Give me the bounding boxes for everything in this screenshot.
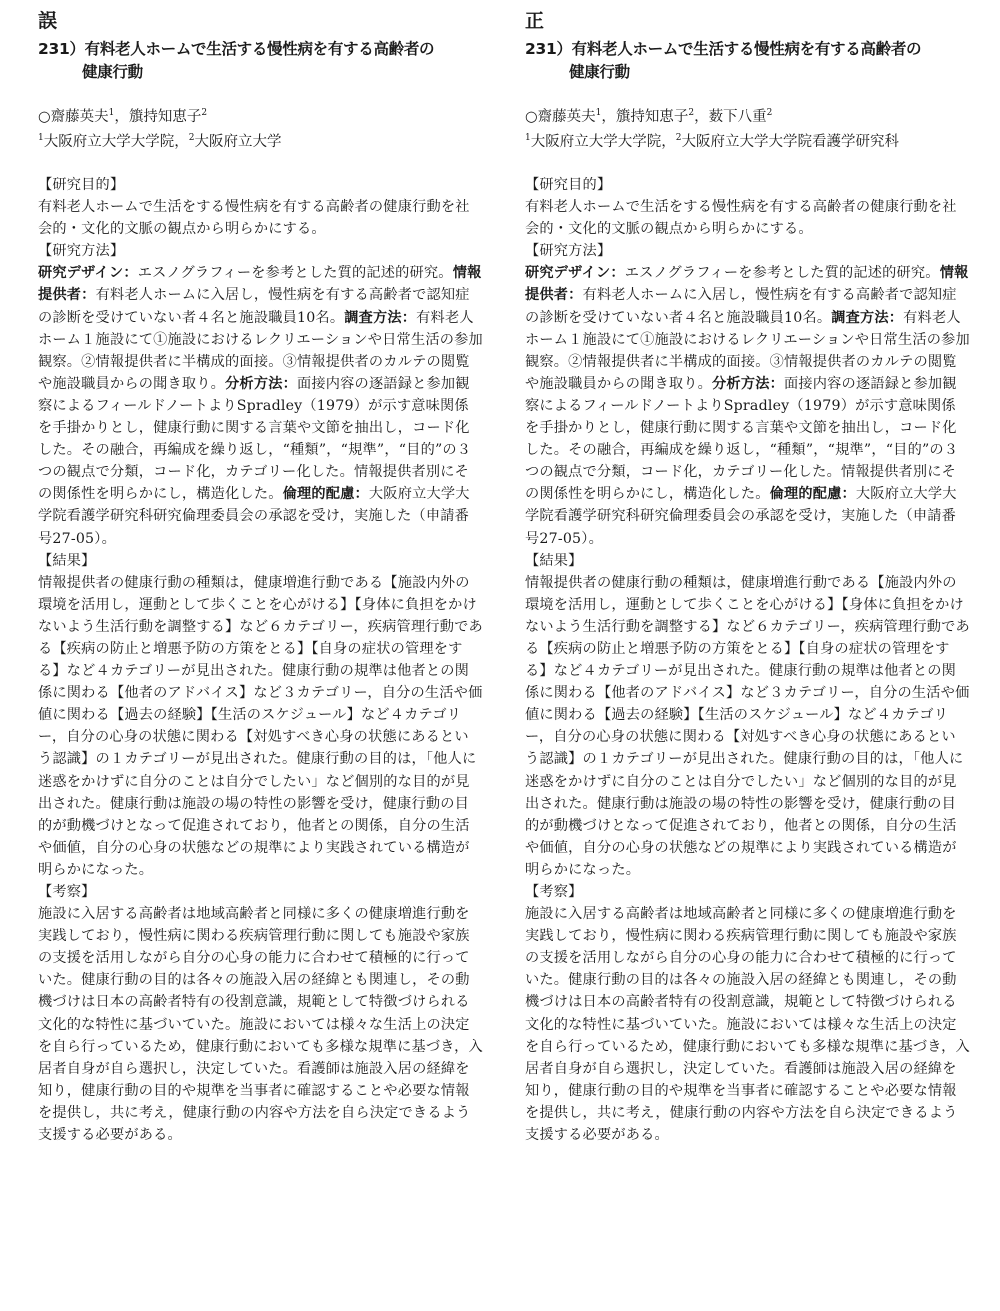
affiliation-mark: 1	[525, 133, 531, 143]
author-name: 薮下八重	[708, 109, 767, 125]
survey-text: 有料老人ホーム１施設にて①施設におけるレクリエーションや日常生活の参加観察。②情報提供者に半構成的面接。③情報提供者のカルテの閲覧や施設職員からの聞き取り。	[525, 309, 970, 392]
informant-text: 有料老人ホームに入居し，慢性病を有する高齢者で認知症の診断を受けていない者４名と施設職員10名。	[38, 287, 470, 326]
author-affiliation-mark: 2	[201, 108, 208, 118]
title-line-2: 健康行動	[569, 63, 630, 81]
survey-label: 調査方法：	[344, 309, 417, 326]
title-line-1: 231）有料老人ホームで生活する慢性病を有する高齢者の	[525, 40, 922, 58]
author-separator: ，	[601, 109, 616, 125]
affiliation-mark: 2	[188, 133, 195, 143]
analysis-text: 面接内容の逐語録と参加観察によるフィールドノートよりSpradley（1979）が示す意味関係を手掛かりとし，健康行動に関する言葉や文節を抽出し，コード化した。その融合，再編成を繰り返し，“種類”，“規準”，“目的”の３つの観点で分類，コード化，カテゴリー化した。情報提供者別にその関係性を明らかにし，構造化した。	[525, 375, 959, 503]
informant-label: 情報提供者：	[38, 265, 482, 304]
design-text: エスノグラフィーを参考とした質的記述的研究。	[137, 265, 453, 282]
author-list	[38, 105, 207, 126]
author-name: ○齋藤英夫	[38, 109, 109, 125]
design-label: 研究デザイン：	[38, 265, 138, 282]
correct-heading: 正	[525, 10, 545, 32]
affiliation-separator: ，	[661, 134, 676, 150]
author-name: ○齋藤英夫	[525, 109, 596, 125]
affiliation-list	[38, 130, 281, 151]
author-name: 籏持知恵子	[128, 109, 202, 125]
purpose-text: 有料老人ホームで生活をする慢性病を有する高齢者の健康行動を社会的・文化的文脈の観点から明らかにする。	[525, 199, 957, 238]
analysis-label: 分析方法：	[225, 375, 297, 392]
author-name: 籏持知恵子	[615, 109, 689, 125]
ethics-text: 大阪府立大学大学院看護学研究科研究倫理委員会の承認を受け，実施した（申請番号27-05）。	[525, 486, 957, 547]
affiliation-mark: 1	[38, 133, 44, 143]
methods-heading: 【研究方法】	[38, 243, 125, 260]
analysis-text: 面接内容の逐語録と参加観察によるフィールドノートよりSpradley（1979）が示す意味関係を手掛かりとし，健康行動に関する言葉や文節を抽出し，コード化した。その融合，再編成を繰り返し，“種類”，“規準”，“目的”の３つの観点で分類，コード化，カテゴリー化した。情報提供者別にその関係性を明らかにし，構造化した。	[38, 375, 472, 503]
affiliation-name: 大阪府立大学	[194, 134, 282, 150]
author-affiliation-mark: 1	[108, 108, 115, 118]
analysis-label: 分析方法：	[712, 375, 784, 392]
results-text: 情報提供者の健康行動の種類は，健康増進行動である【施設内外の環境を活用し，運動として歩くことを心がける】【身体に負担をかけないよう生活行動を調整する】など６カテゴリー，疾病管理行動である【疾病の防止と増悪予防の方策をとる】【自身の症状の管理をする】など４カテゴリーが見出された。健康行動の規準は他者との関係に関わる【他者のアドバイス】など３カテゴリー，自分の生活や価値に関わる【過去の経験】【生活のスケジュール】など４カテゴリー，自分の心身の状態に関わる【対処すべき心身の状態にあるという認識】の１カテゴリーが見出された。健康行動の目的は，「他人に迷惑をかけずに自分のことは自分でしたい」など個別的な目的が見出された。健康行動は施設の場の特性の影響を受け，健康行動の目的が動機づけとなって促進されており，他者との関係，自分の生活や価値，自分の心身の状態などの規準により実践されている構造が明らかになった。	[38, 574, 483, 878]
methods-text	[38, 262, 483, 549]
title-line-1: 231）有料老人ホームで生活する慢性病を有する高齢者の	[38, 40, 435, 58]
author-list	[525, 105, 772, 126]
survey-label: 調査方法：	[831, 309, 904, 326]
design-text: エスノグラフィーを参考とした質的記述的研究。	[624, 265, 940, 282]
ethics-text: 大阪府立大学大学院看護学研究科研究倫理委員会の承認を受け，実施した（申請番号27-05）。	[38, 486, 470, 547]
results-text: 情報提供者の健康行動の種類は，健康増進行動である【施設内外の環境を活用し，運動として歩くことを心がける】【身体に負担をかけないよう生活行動を調整する】など６カテゴリー，疾病管理行動である【疾病の防止と増悪予防の方策をとる】【自身の症状の管理をする】など４カテゴリーが見出された。健康行動の規準は他者との関係に関わる【他者のアドバイス】など３カテゴリー，自分の生活や価値に関わる【過去の経験】【生活のスケジュール】など４カテゴリー，自分の心身の状態に関わる【対処すべき心身の状態にあるという認識】の１カテゴリーが見出された。健康行動の目的は，「他人に迷惑をかけずに自分のことは自分でしたい」など個別的な目的が見出された。健康行動は施設の場の特性の影響を受け，健康行動の目的が動機づけとなって促進されており，他者との関係，自分の生活や価値，自分の心身の状態などの規準により実践されている構造が明らかになった。	[525, 574, 970, 878]
author-separator: ，	[694, 109, 709, 125]
ethics-label: 倫理的配慮：	[282, 486, 369, 503]
author-separator: ，	[114, 109, 129, 125]
methods-heading: 【研究方法】	[525, 243, 612, 260]
abstract-body	[525, 174, 970, 1146]
purpose-heading: 【研究目的】	[525, 177, 612, 193]
discussion-heading: 【考察】	[38, 884, 96, 900]
affiliation-name: 大阪府立大学大学院看護学研究科	[681, 134, 899, 150]
ethics-label: 倫理的配慮：	[769, 486, 856, 503]
survey-text: 有料老人ホーム１施設にて①施設におけるレクリエーションや日常生活の参加観察。②情報提供者に半構成的面接。③情報提供者のカルテの閲覧や施設職員からの聞き取り。	[38, 309, 483, 392]
author-affiliation-mark: 2	[766, 108, 773, 118]
author-affiliation-mark: 2	[688, 108, 695, 118]
results-heading: 【結果】	[525, 552, 583, 569]
affiliation-name: 大阪府立大学大学院	[43, 134, 175, 150]
affiliation-list	[525, 130, 899, 151]
purpose-heading: 【研究目的】	[38, 177, 125, 193]
informant-text: 有料老人ホームに入居し，慢性病を有する高齢者で認知症の診断を受けていない者４名と施設職員10名。	[525, 287, 957, 326]
discussion-heading: 【考察】	[525, 884, 583, 900]
abstract-body	[38, 174, 483, 1146]
title-line-2: 健康行動	[82, 63, 143, 81]
affiliation-separator: ，	[174, 134, 189, 150]
abstract-title	[38, 38, 483, 84]
incorrect-heading: 誤	[38, 10, 58, 32]
purpose-text: 有料老人ホームで生活をする慢性病を有する高齢者の健康行動を社会的・文化的文脈の観点から明らかにする。	[38, 199, 470, 238]
abstract-title	[525, 38, 970, 84]
affiliation-name: 大阪府立大学大学院	[530, 134, 662, 150]
discussion-text: 施設に入居する高齢者は地域高齢者と同様に多くの健康増進行動を実践しており，慢性病に関わる疾病管理行動に関しても施設や家族の支援を活用しながら自分の心身の能力に合わせて積極的に行っていた。健康行動の目的は各々の施設入居の経緯とも関連し，その動機づけは日本の高齢者特有の役割意識，規範として特徴づけられる文化的な特性に基づいていた。施設においては様々な生活上の決定を自ら行っているため，健康行動においても多様な規準に基づき，入居者自身が自ら選択し，決定していた。看護師は施設入居の経緯を知り，健康行動の目的や規準を当事者に確認することや必要な情報を提供し，共に考え，健康行動の内容や方法を自ら決定できるよう支援する必要がある。	[38, 906, 483, 1144]
informant-label: 情報提供者：	[525, 265, 969, 304]
methods-text	[525, 262, 970, 549]
results-heading: 【結果】	[38, 552, 96, 569]
affiliation-mark: 2	[675, 133, 682, 143]
author-affiliation-mark: 1	[595, 108, 602, 118]
design-label: 研究デザイン：	[525, 265, 625, 282]
discussion-text: 施設に入居する高齢者は地域高齢者と同様に多くの健康増進行動を実践しており，慢性病に関わる疾病管理行動に関しても施設や家族の支援を活用しながら自分の心身の能力に合わせて積極的に行っていた。健康行動の目的は各々の施設入居の経緯とも関連し，その動機づけは日本の高齢者特有の役割意識，規範として特徴づけられる文化的な特性に基づいていた。施設においては様々な生活上の決定を自ら行っているため，健康行動においても多様な規準に基づき，入居者自身が自ら選択し，決定していた。看護師は施設入居の経緯を知り，健康行動の目的や規準を当事者に確認することや必要な情報を提供し，共に考え，健康行動の内容や方法を自ら決定できるよう支援する必要がある。	[525, 906, 970, 1144]
